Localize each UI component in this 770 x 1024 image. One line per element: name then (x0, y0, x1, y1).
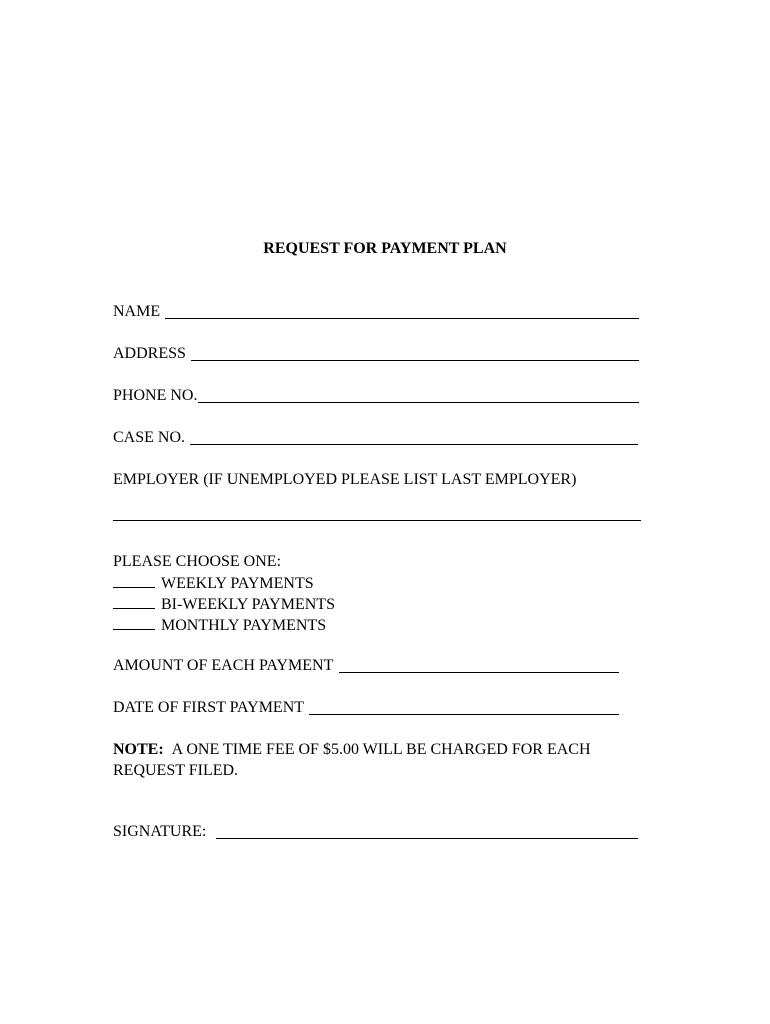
signature-field-row (113, 822, 638, 842)
first-payment-field-row (113, 698, 619, 718)
phone-label: PHONE NO. (113, 387, 198, 404)
note-line-2: REQUEST FILED. (113, 762, 239, 779)
employer-field[interactable] (113, 506, 641, 521)
case-field[interactable] (190, 430, 638, 445)
weekly-choice-blank[interactable] (113, 573, 155, 588)
option-row-biweekly (113, 594, 335, 615)
employer-field-row (113, 506, 641, 530)
address-field-row (113, 344, 639, 364)
case-label: CASE NO. (113, 429, 186, 446)
name-label: NAME (113, 303, 161, 320)
option-biweekly-label: BI-WEEKLY PAYMENTS (161, 596, 335, 613)
option-row-weekly (113, 573, 314, 594)
name-field-row (113, 302, 639, 322)
employer-label: EMPLOYER (IF UNEMPLOYED PLEASE LIST LAST EMPLOYER) (113, 471, 577, 488)
monthly-choice-blank[interactable] (113, 615, 155, 630)
phone-field[interactable] (198, 388, 639, 403)
choose-label: PLEASE CHOOSE ONE: (113, 553, 282, 570)
case-field-row (113, 428, 638, 448)
option-weekly-label: WEEKLY PAYMENTS (161, 575, 314, 592)
note-text: A ONE TIME FEE OF $5.00 WILL BE CHARGED FOR EACH (171, 741, 591, 758)
option-row-monthly (113, 615, 326, 636)
first-payment-field[interactable] (309, 700, 619, 715)
amount-field-row (113, 656, 619, 676)
amount-label: AMOUNT OF EACH PAYMENT (113, 657, 334, 674)
address-field[interactable] (191, 346, 639, 361)
biweekly-choice-blank[interactable] (113, 594, 155, 609)
address-label: ADDRESS (113, 345, 186, 362)
name-field[interactable] (165, 304, 639, 319)
phone-field-row (113, 386, 639, 406)
page-title: REQUEST FOR PAYMENT PLAN (263, 240, 507, 257)
note-label: NOTE: (113, 741, 164, 758)
amount-field[interactable] (339, 658, 619, 673)
signature-label: SIGNATURE: (113, 823, 207, 840)
first-payment-label: DATE OF FIRST PAYMENT (113, 699, 305, 716)
option-monthly-label: MONTHLY PAYMENTS (161, 617, 327, 634)
note-line-1 (113, 740, 591, 760)
signature-field[interactable] (216, 824, 638, 839)
